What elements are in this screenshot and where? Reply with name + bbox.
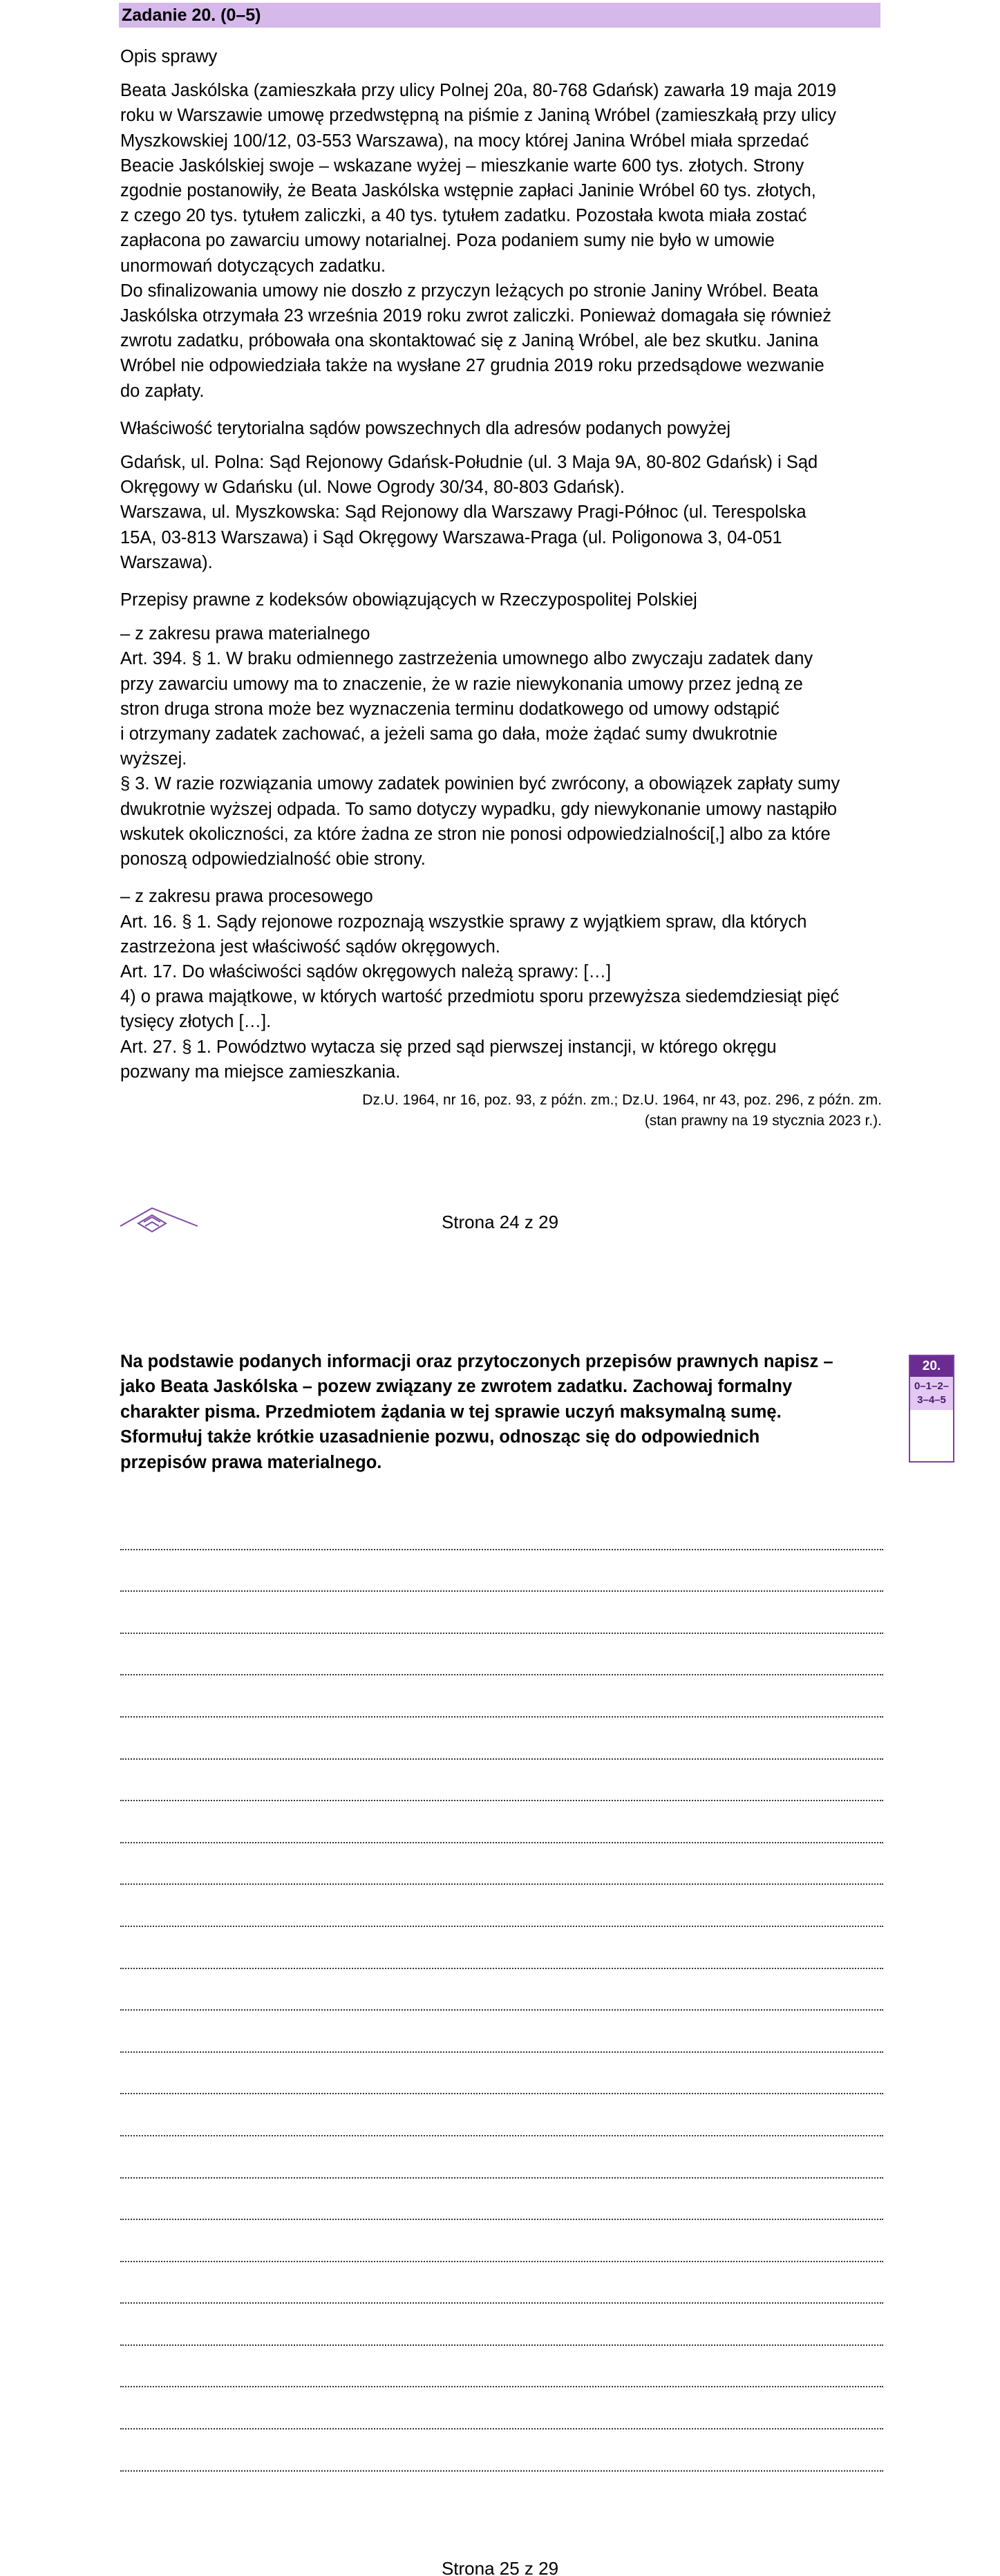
text-line: pozwany ma miejsce zamieszkania. xyxy=(120,1062,401,1082)
answer-line[interactable] xyxy=(120,1807,883,1849)
answer-line[interactable] xyxy=(120,2351,883,2394)
answer-line[interactable] xyxy=(120,2435,883,2477)
text-line: Wróbel nie odpowiedziała także na wysłane 27 grudnia 2019 roku przedsądowe wezwanie xyxy=(120,356,824,376)
text-line: Beacie Jaskólskiej swoje – wskazane wyżej – mieszkanie warte 600 tys. złotych. Strony xyxy=(120,156,804,176)
score-entry-field[interactable] xyxy=(910,1410,953,1461)
answer-area[interactable] xyxy=(120,1514,883,2477)
dotted-rule xyxy=(120,2427,883,2429)
jurisdiction-warszawa xyxy=(120,500,882,575)
task-header: Zadanie 20. (0–5) xyxy=(119,3,880,28)
dotted-rule xyxy=(120,1673,883,1675)
dotted-rule xyxy=(120,1883,883,1885)
text-line: Warszawa). xyxy=(120,552,213,572)
text-line: Sformułuj także krótkie uzasadnienie pozwu, odnosząc się do odpowiednich xyxy=(120,1427,760,1447)
answer-line[interactable] xyxy=(120,1639,883,1682)
page-number: Strona 25 z 29 xyxy=(441,2558,559,2576)
text-line: ponoszą odpowiedzialność obie strony. xyxy=(120,849,426,869)
procedural-law-heading: – z zakresu prawa procesowego xyxy=(120,887,373,907)
text-line: zapłacona po zawarciu umowy notarialnej. Poza podaniem sumy nie było w umowie xyxy=(120,231,775,251)
text-line: Jaskólska otrzymała 23 września 2019 roku zwrot zaliczki. Ponieważ domagała się również xyxy=(120,306,831,326)
text-line: zgodnie postanowiły, że Beata Jaskólska wstępnie zapłaci Janinie Wróbel 60 tys. złotych, xyxy=(120,181,816,201)
answer-line[interactable] xyxy=(120,2058,883,2100)
answer-line[interactable] xyxy=(120,1514,883,1556)
score-range-line: 3–4–5 xyxy=(917,1394,946,1406)
material-law-heading: – z zakresu prawa materialnego xyxy=(120,624,370,644)
case-description xyxy=(120,44,882,1131)
page-number: Strona 24 z 29 xyxy=(441,1212,559,1230)
text-line: wyższej. xyxy=(120,749,187,769)
text-line: zastrzeżona jest właściwość sądów okręgowych. xyxy=(120,937,500,957)
answer-line[interactable] xyxy=(120,1556,883,1598)
text-line: Beata Jaskólska (zamieszkała przy ulicy Polnej 20a, 80-768 Gdańsk) zawarła 19 maja 2019 xyxy=(120,81,837,101)
text-line: § 3. W razie rozwiązania umowy zadatek powinien być zwrócony, a obowiązek zapłaty sumy xyxy=(120,774,840,794)
dotted-rule xyxy=(120,1841,883,1843)
text-line: Art. 17. Do właściwości sądów okręgowych należą sprawy: […] xyxy=(120,961,612,981)
text-line: 15A, 03-813 Warszawa) i Sąd Okręgowy Warszawa-Praga (ul. Poligonowa 3, 04-051 xyxy=(120,527,782,547)
text-line: zwrotu zadatku, próbowała ona skontaktować się z Janiną Wróbel, ale bez skutku. Janina xyxy=(120,331,819,351)
task-instruction xyxy=(120,1349,880,1475)
dotted-rule xyxy=(120,1632,883,1634)
answer-line[interactable] xyxy=(120,2268,883,2310)
case-title: Opis sprawy xyxy=(120,47,218,66)
case-paragraph-2 xyxy=(120,279,882,404)
dotted-rule xyxy=(120,1925,883,1927)
text-line: Art. 394. § 1. W braku odmiennego zastrzeżenia umownego albo zwyczaju zadatek dany xyxy=(120,649,813,669)
source-line: (stan prawny na 19 stycznia 2023 r.). xyxy=(644,1112,882,1129)
answer-line[interactable] xyxy=(120,2100,883,2142)
text-line: charakter pisma. Przedmiotem żądania w tej sprawie uczyń maksymalną sumę. xyxy=(120,1402,782,1422)
answer-line[interactable] xyxy=(120,1681,883,1723)
score-range-line: 0–1–2– xyxy=(914,1380,950,1392)
text-line: Na podstawie podanych informacji oraz przytoczonych przepisów prawnych napisz – xyxy=(120,1352,833,1371)
dotted-rule xyxy=(120,2344,883,2346)
dotted-rule xyxy=(120,2051,883,2053)
answer-line[interactable] xyxy=(120,2016,883,2058)
dotted-rule xyxy=(120,1715,883,1718)
text-line: jako Beata Jaskólska – pozew związany ze zwrotem zadatku. Zachowaj formalny xyxy=(120,1377,793,1397)
text-line: Myszkowskiej 100/12, 03-553 Warszawa), na mocy której Janina Wróbel miała sprzedać xyxy=(120,131,809,151)
dotted-rule xyxy=(120,2260,883,2262)
text-line: wskutek okoliczności, za które żadna ze stron nie ponosi odpowiedzialności[,] albo za które xyxy=(120,824,831,844)
dotted-rule xyxy=(120,1548,883,1550)
dotted-rule xyxy=(120,2218,883,2220)
dotted-rule xyxy=(120,2009,883,2011)
answer-line[interactable] xyxy=(120,1597,883,1639)
dotted-rule xyxy=(120,1590,883,1592)
jurisdiction-title: Właściwość terytorialna sądów powszechnych dla adresów podanych powyżej xyxy=(120,418,731,438)
text-line: stron druga strona może bez wyznaczenia terminu dodatkowego od umowy odstąpić xyxy=(120,699,780,719)
text-line: unormowań dotyczących zadatku. xyxy=(120,256,386,276)
answer-line[interactable] xyxy=(120,2309,883,2351)
answer-line[interactable] xyxy=(120,1890,883,1933)
answer-line[interactable] xyxy=(120,1849,883,1891)
dotted-rule xyxy=(120,2470,883,2472)
answer-line[interactable] xyxy=(120,2393,883,2435)
text-line: i otrzymany zadatek zachować, a jeżeli sama go dała, może żądać sumy dwukrotnie xyxy=(120,724,778,744)
dotted-rule xyxy=(120,2177,883,2179)
text-line: do zapłaty. xyxy=(120,381,205,401)
answer-line[interactable] xyxy=(120,1765,883,1807)
procedural-articles xyxy=(120,910,882,1084)
source-line: Dz.U. 1964, nr 16, poz. 93, z późn. zm.; Dz.U. 1964, nr 43, poz. 296, z późn. zm. xyxy=(362,1091,882,1108)
score-box xyxy=(909,1355,954,1463)
text-line: z czego 20 tys. tytułem zaliczki, a 40 tys. tytułem zadatku. Pozostała kwota miała zostać xyxy=(120,206,807,226)
score-task-number: 20. xyxy=(910,1356,953,1377)
dotted-rule xyxy=(120,2302,883,2304)
text-line: tysięcy złotych […]. xyxy=(120,1012,272,1032)
text-line: Art. 16. § 1. Sądy rejonowe rozpoznają wszystkie sprawy z wyjątkiem spraw, dla których xyxy=(120,912,807,932)
dotted-rule xyxy=(120,2385,883,2387)
answer-line[interactable] xyxy=(120,2142,883,2184)
score-range xyxy=(910,1377,953,1410)
dotted-rule xyxy=(120,2092,883,2094)
answer-line[interactable] xyxy=(120,2184,883,2226)
text-line: dwukrotnie wyższej odpada. To samo dotyczy wypadku, gdy niewykonanie umowy nastąpiło xyxy=(120,799,838,819)
art-394-par-3 xyxy=(120,771,882,872)
answer-line[interactable] xyxy=(120,1723,883,1765)
text-line: Gdańsk, ul. Polna: Sąd Rejonowy Gdańsk-Południe (ul. 3 Maja 9A, 80-802 Gdańsk) i Sąd xyxy=(120,453,818,473)
law-title: Przepisy prawne z kodeksów obowiązujących w Rzeczypospolitej Polskiej xyxy=(120,590,697,610)
page-25 xyxy=(0,1299,1000,2576)
art-394-par-1 xyxy=(120,646,882,771)
page-24 xyxy=(0,0,1000,1237)
answer-line[interactable] xyxy=(120,2226,883,2268)
text-line: Art. 27. § 1. Powództwo wytacza się przed sąd pierwszej instancji, w którego okręgu xyxy=(120,1037,777,1057)
text-line: przy zawarciu umowy ma to znaczenie, że w razie niewykonania umowy przez jedną ze xyxy=(120,674,803,694)
case-paragraph-1 xyxy=(120,78,882,279)
answer-line[interactable] xyxy=(120,1933,883,1975)
text-line: Okręgowy w Gdańsku (ul. Nowe Ogrody 30/34, 80-803 Gdańsk). xyxy=(120,478,625,498)
jurisdiction-gdansk xyxy=(120,450,882,500)
text-line: Do sfinalizowania umowy nie doszło z przyczyn leżących po stronie Janiny Wróbel. Beata xyxy=(120,281,819,301)
text-line: Warszawa, ul. Myszkowska: Sąd Rejonowy dla Warszawy Pragi-Północ (ul. Terespolska xyxy=(120,502,806,523)
text-line: roku w Warszawie umowę przedwstępną na piśmie z Janiną Wróbel (zamieszkałą przy ulicy xyxy=(120,106,836,126)
dotted-rule xyxy=(120,1967,883,1969)
text-line: 4) o prawa majątkowe, w których wartość przedmiotu sporu przewyższa siedemdziesiąt pięć xyxy=(120,987,840,1007)
dotted-rule xyxy=(120,2134,883,2136)
answer-line[interactable] xyxy=(120,1975,883,2017)
text-line: przepisów prawa materialnego. xyxy=(120,1452,382,1472)
dotted-rule xyxy=(120,1758,883,1760)
dotted-rule xyxy=(120,1799,883,1801)
legal-source xyxy=(120,1090,882,1131)
